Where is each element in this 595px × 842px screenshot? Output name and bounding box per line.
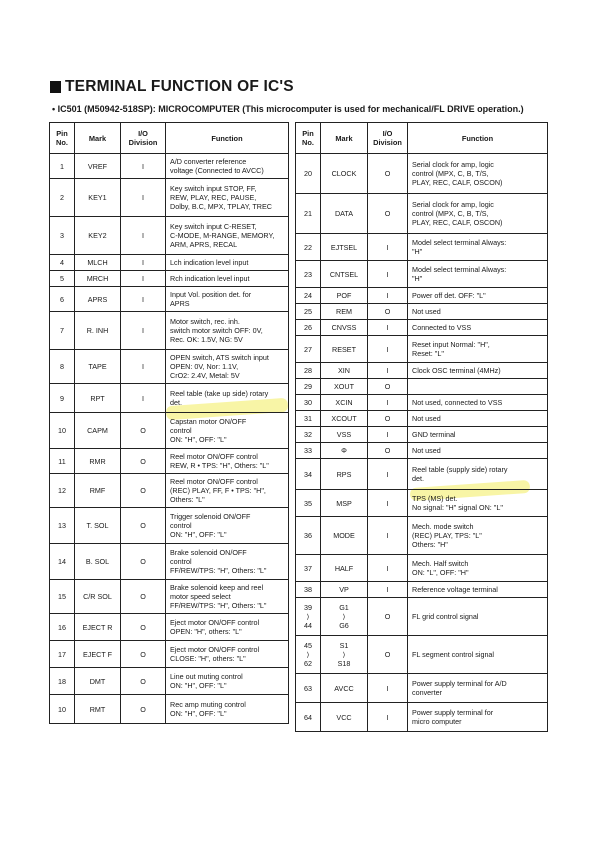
mark-cell: KEY2 xyxy=(75,217,121,255)
pin-cell: 33 xyxy=(296,443,321,459)
function-cell: Reset input Normal: "H", Reset: "L" xyxy=(408,336,548,363)
function-cell: FL grid control signal xyxy=(408,598,548,636)
io-cell: O xyxy=(368,194,408,234)
mark-cell: RPT xyxy=(75,384,121,413)
function-cell: Not used, connected to VSS xyxy=(408,395,548,411)
pin-cell: 26 xyxy=(296,320,321,336)
io-cell: I xyxy=(121,179,166,217)
pin-cell: 2 xyxy=(50,179,75,217)
pin-cell: 24 xyxy=(296,288,321,304)
io-cell: I xyxy=(368,490,408,517)
table-header-row xyxy=(296,123,548,154)
io-cell: I xyxy=(368,674,408,703)
page-title xyxy=(50,78,294,96)
pin-cell: 10 xyxy=(50,695,75,724)
io-cell: I xyxy=(121,312,166,350)
pin-cell: 45 ⟩ 62 xyxy=(296,636,321,674)
pin-cell: 7 xyxy=(50,312,75,350)
pin-cell: 11 xyxy=(50,449,75,474)
pin-cell: 16 xyxy=(50,614,75,641)
pin-cell: 36 xyxy=(296,517,321,555)
pin-cell: 39 ⟩ 44 xyxy=(296,598,321,636)
header-mark: Mark xyxy=(75,123,121,154)
mark-cell: HALF xyxy=(321,555,368,582)
table-row xyxy=(50,544,289,580)
pin-cell: 10 xyxy=(50,413,75,449)
io-cell: I xyxy=(121,271,166,287)
pin-cell: 5 xyxy=(50,271,75,287)
mark-cell: EJTSEL xyxy=(321,234,368,261)
io-cell: I xyxy=(121,154,166,179)
mark-cell: APRS xyxy=(75,287,121,312)
pin-cell: 31 xyxy=(296,411,321,427)
pin-cell: 25 xyxy=(296,304,321,320)
function-cell: Model select terminal Always: "H" xyxy=(408,261,548,288)
pin-cell: 32 xyxy=(296,427,321,443)
io-cell: O xyxy=(121,614,166,641)
io-cell: I xyxy=(368,703,408,732)
mark-cell: MRCH xyxy=(75,271,121,287)
mark-cell: VP xyxy=(321,582,368,598)
pin-cell: 23 xyxy=(296,261,321,288)
mark-cell: AVCC xyxy=(321,674,368,703)
function-cell xyxy=(408,379,548,395)
pin-cell: 12 xyxy=(50,474,75,508)
function-cell: Power supply terminal for micro computer xyxy=(408,703,548,732)
table-row xyxy=(50,384,289,413)
table-header-row xyxy=(50,123,289,154)
mark-cell: R. INH xyxy=(75,312,121,350)
table-row xyxy=(296,379,548,395)
io-cell: I xyxy=(368,555,408,582)
table-row xyxy=(50,614,289,641)
pin-cell: 34 xyxy=(296,459,321,490)
table-row xyxy=(50,350,289,384)
ic-description: • IC501 (M50942-518SP): MICROCOMPUTER (This microcomputer is used for mechanical/FL DRIVE operation.) xyxy=(52,104,524,114)
function-cell: Rch indication level input xyxy=(166,271,289,287)
table-row xyxy=(50,641,289,668)
table-row xyxy=(296,582,548,598)
table-row xyxy=(296,674,548,703)
table-row xyxy=(296,443,548,459)
io-cell: I xyxy=(121,287,166,312)
header-function: Function xyxy=(408,123,548,154)
mark-cell: MLCH xyxy=(75,255,121,271)
pin-cell: 27 xyxy=(296,336,321,363)
function-cell: OPEN switch, ATS switch input OPEN: 0V, Nor: 1.1V, CrO2: 2.4V, Metal: 5V xyxy=(166,350,289,384)
mark-cell: XIN xyxy=(321,363,368,379)
table-body-right xyxy=(296,154,548,732)
mark-cell: RMT xyxy=(75,695,121,724)
terminal-table-left xyxy=(49,122,289,724)
function-cell: Power off det. OFF: "L" xyxy=(408,288,548,304)
mark-cell: EJECT F xyxy=(75,641,121,668)
table-row xyxy=(296,598,548,636)
pin-cell: 64 xyxy=(296,703,321,732)
mark-cell: MSP xyxy=(321,490,368,517)
table-row xyxy=(50,668,289,695)
mark-cell: CNVSS xyxy=(321,320,368,336)
mark-cell: VSS xyxy=(321,427,368,443)
table-row xyxy=(50,255,289,271)
table-row xyxy=(296,154,548,194)
mark-cell: T. SOL xyxy=(75,508,121,544)
table-row xyxy=(296,336,548,363)
pin-cell: 4 xyxy=(50,255,75,271)
pin-cell: 38 xyxy=(296,582,321,598)
io-cell: O xyxy=(368,304,408,320)
function-cell: Brake solenoid ON/OFF control FF/REW/TPS: "H", Others: "L" xyxy=(166,544,289,580)
mark-cell: XCIN xyxy=(321,395,368,411)
io-cell: O xyxy=(121,641,166,668)
function-cell: Capstan motor ON/OFF control ON: "H", OFF: "L" xyxy=(166,413,289,449)
io-cell: I xyxy=(368,234,408,261)
table-row xyxy=(296,636,548,674)
mark-cell: S1 ⟩ S18 xyxy=(321,636,368,674)
table-row xyxy=(296,288,548,304)
function-cell: Serial clock for amp, logic control (MPX, C, B, T/S, PLAY, REC, CALF, OSCON) xyxy=(408,154,548,194)
table-row xyxy=(50,287,289,312)
function-cell: Eject motor ON/OFF control OPEN: "H", others: "L" xyxy=(166,614,289,641)
mark-cell: Φ xyxy=(321,443,368,459)
function-cell: Not used xyxy=(408,411,548,427)
header-mark: Mark xyxy=(321,123,368,154)
mark-cell: XOUT xyxy=(321,379,368,395)
io-cell: I xyxy=(121,255,166,271)
io-cell: I xyxy=(368,288,408,304)
io-cell: O xyxy=(368,154,408,194)
mark-cell: MODE xyxy=(321,517,368,555)
pin-cell: 18 xyxy=(50,668,75,695)
io-cell: O xyxy=(121,544,166,580)
io-cell: O xyxy=(121,449,166,474)
function-cell: Eject motor ON/OFF control CLOSE: "H", others: "L" xyxy=(166,641,289,668)
function-cell: Model select terminal Always: "H" xyxy=(408,234,548,261)
header-io: I/O Division xyxy=(368,123,408,154)
function-cell: Mech. Half switch ON: "L", OFF: "H" xyxy=(408,555,548,582)
io-cell: I xyxy=(368,582,408,598)
io-cell: O xyxy=(368,379,408,395)
table-row xyxy=(296,490,548,517)
io-cell: O xyxy=(121,413,166,449)
function-cell: A/D converter reference voltage (Connected to AVCC) xyxy=(166,154,289,179)
table-row xyxy=(296,304,548,320)
io-cell: I xyxy=(368,320,408,336)
mark-cell: POF xyxy=(321,288,368,304)
io-cell: O xyxy=(368,636,408,674)
io-cell: I xyxy=(368,261,408,288)
function-cell: Reference voltage terminal xyxy=(408,582,548,598)
function-cell: Trigger solenoid ON/OFF control ON: "H", OFF: "L" xyxy=(166,508,289,544)
io-cell: I xyxy=(368,517,408,555)
mark-cell: G1 ⟩ G6 xyxy=(321,598,368,636)
pin-cell: 30 xyxy=(296,395,321,411)
io-cell: I xyxy=(121,350,166,384)
mark-cell: VCC xyxy=(321,703,368,732)
table-row xyxy=(50,312,289,350)
pin-cell: 20 xyxy=(296,154,321,194)
table-row xyxy=(50,508,289,544)
function-cell: Key switch input STOP, FF, REW, PLAY, REC, PAUSE, Dolby, B.C, MPX, TPLAY, TREC xyxy=(166,179,289,217)
mark-cell: XCOUT xyxy=(321,411,368,427)
function-cell: Brake solenoid keep and reel motor speed select FF/REW/TPS: "H", Others: "L" xyxy=(166,580,289,614)
mark-cell: VREF xyxy=(75,154,121,179)
table-row xyxy=(50,474,289,508)
function-cell: Mech. mode switch (REC) PLAY, TPS: "L" Others: "H" xyxy=(408,517,548,555)
pin-cell: 35 xyxy=(296,490,321,517)
io-cell: I xyxy=(368,336,408,363)
function-cell: Line out muting control ON: "H", OFF: "L" xyxy=(166,668,289,695)
function-cell: Reel table (supply side) rotary det. xyxy=(408,459,548,490)
pin-cell: 29 xyxy=(296,379,321,395)
header-pin: Pin No. xyxy=(296,123,321,154)
mark-cell: CLOCK xyxy=(321,154,368,194)
table-row xyxy=(50,413,289,449)
table-row xyxy=(296,234,548,261)
table-row xyxy=(296,459,548,490)
function-cell: TPS (MS) det. No signal: "H" signal ON: "L" xyxy=(408,490,548,517)
pin-cell: 9 xyxy=(50,384,75,413)
pin-cell: 14 xyxy=(50,544,75,580)
pin-cell: 28 xyxy=(296,363,321,379)
header-function: Function xyxy=(166,123,289,154)
io-cell: O xyxy=(121,508,166,544)
table-row xyxy=(296,517,548,555)
pin-cell: 3 xyxy=(50,217,75,255)
mark-cell: REM xyxy=(321,304,368,320)
mark-cell: DMT xyxy=(75,668,121,695)
table-body-left xyxy=(50,154,289,724)
function-cell: Reel motor ON/OFF control (REC) PLAY, FF, F • TPS: "H", Others: "L" xyxy=(166,474,289,508)
function-cell: Connected to VSS xyxy=(408,320,548,336)
function-cell: Motor switch, rec. inh. switch motor switch OFF: 0V, Rec. OK: 1.5V, NG: 5V xyxy=(166,312,289,350)
io-cell: O xyxy=(121,474,166,508)
pin-cell: 63 xyxy=(296,674,321,703)
pin-cell: 22 xyxy=(296,234,321,261)
table-row xyxy=(296,363,548,379)
table-row xyxy=(296,411,548,427)
table-row xyxy=(296,395,548,411)
mark-cell: KEY1 xyxy=(75,179,121,217)
io-cell: I xyxy=(121,384,166,413)
function-cell: Lch indication level input xyxy=(166,255,289,271)
mark-cell: RMF xyxy=(75,474,121,508)
header-io: I/O Division xyxy=(121,123,166,154)
io-cell: I xyxy=(121,217,166,255)
mark-cell: DATA xyxy=(321,194,368,234)
function-cell: Serial clock for amp, logic control (MPX, C, B, T/S, PLAY, REC, CALF, OSCON) xyxy=(408,194,548,234)
pin-cell: 13 xyxy=(50,508,75,544)
page-title-text: TERMINAL FUNCTION OF IC'S xyxy=(65,78,294,95)
table-row xyxy=(296,555,548,582)
table-row xyxy=(296,194,548,234)
table-row xyxy=(50,580,289,614)
table-row xyxy=(50,271,289,287)
mark-cell: CAPM xyxy=(75,413,121,449)
header-pin: Pin No. xyxy=(50,123,75,154)
io-cell: O xyxy=(121,668,166,695)
pin-cell: 15 xyxy=(50,580,75,614)
mark-cell: RESET xyxy=(321,336,368,363)
pin-cell: 17 xyxy=(50,641,75,668)
pin-cell: 37 xyxy=(296,555,321,582)
mark-cell: B. SOL xyxy=(75,544,121,580)
function-cell: Rec amp muting control ON: "H", OFF: "L" xyxy=(166,695,289,724)
function-cell: Key switch input C-RESET, C-MODE, M-RANGE, MEMORY, ARM, APRS, RECAL xyxy=(166,217,289,255)
io-cell: O xyxy=(368,443,408,459)
mark-cell: RMR xyxy=(75,449,121,474)
io-cell: O xyxy=(368,598,408,636)
function-cell: Input Vol. position det. for APRS xyxy=(166,287,289,312)
table-row xyxy=(296,427,548,443)
table-row xyxy=(50,695,289,724)
terminal-table-right xyxy=(295,122,548,732)
mark-cell: EJECT R xyxy=(75,614,121,641)
table-row xyxy=(296,261,548,288)
mark-cell: CNTSEL xyxy=(321,261,368,288)
function-cell: Reel motor ON/OFF control REW, R • TPS: "H", Others: "L" xyxy=(166,449,289,474)
function-cell: Not used xyxy=(408,443,548,459)
function-cell: Reel table (take up side) rotary det. xyxy=(166,384,289,413)
pin-cell: 1 xyxy=(50,154,75,179)
table-row xyxy=(296,320,548,336)
table-row xyxy=(50,154,289,179)
title-square-icon xyxy=(50,81,61,93)
mark-cell: RPS xyxy=(321,459,368,490)
table-row xyxy=(296,703,548,732)
function-cell: FL segment control signal xyxy=(408,636,548,674)
function-cell: Power supply terminal for A/D converter xyxy=(408,674,548,703)
function-cell: Not used xyxy=(408,304,548,320)
io-cell: O xyxy=(121,695,166,724)
io-cell: O xyxy=(368,411,408,427)
mark-cell: TAPE xyxy=(75,350,121,384)
io-cell: I xyxy=(368,459,408,490)
pin-cell: 8 xyxy=(50,350,75,384)
io-cell: I xyxy=(368,395,408,411)
table-row xyxy=(50,179,289,217)
pin-cell: 6 xyxy=(50,287,75,312)
function-cell: Clock OSC terminal (4MHz) xyxy=(408,363,548,379)
mark-cell: C/R SOL xyxy=(75,580,121,614)
function-cell: GND terminal xyxy=(408,427,548,443)
io-cell: I xyxy=(368,427,408,443)
pin-cell: 21 xyxy=(296,194,321,234)
table-row xyxy=(50,449,289,474)
io-cell: O xyxy=(121,580,166,614)
io-cell: I xyxy=(368,363,408,379)
table-row xyxy=(50,217,289,255)
